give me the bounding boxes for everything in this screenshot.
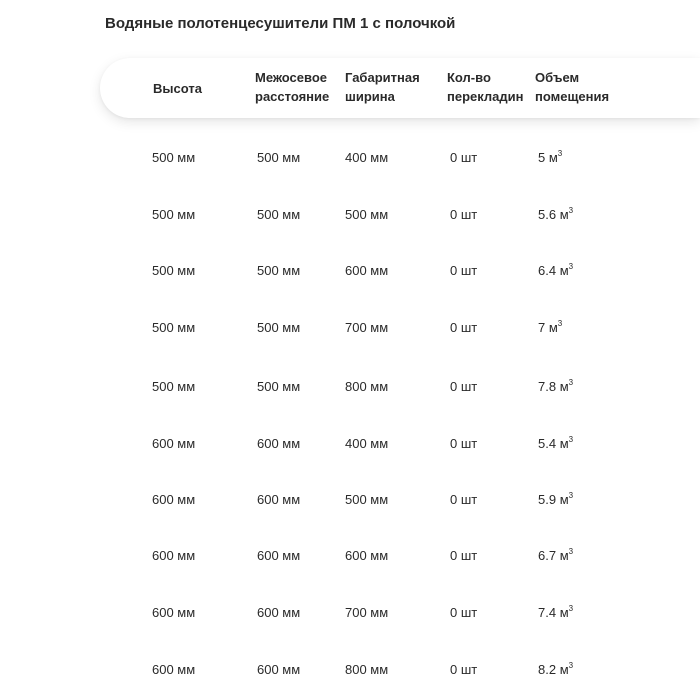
- column-header-line: Кол-во: [447, 70, 491, 85]
- cell-volume: [538, 262, 573, 280]
- cell-bars: 0 шт: [450, 605, 478, 620]
- table-row: [0, 149, 700, 169]
- cell-width: 400 мм: [345, 436, 389, 451]
- volume-exponent: 3: [557, 149, 563, 158]
- table-row: [0, 262, 700, 282]
- table-title: Водяные полотенцесушители ПМ 1 с полочкой: [105, 15, 456, 32]
- cell-width: 400 мм: [345, 150, 389, 165]
- cell-width: 500 мм: [345, 492, 389, 507]
- volume-exponent: 3: [568, 604, 574, 613]
- volume-exponent: 3: [568, 378, 574, 387]
- volume-exponent: 3: [568, 491, 574, 500]
- volume-unit: м: [559, 207, 569, 222]
- cell-volume: [538, 661, 573, 679]
- cell-spacing: 500 мм: [257, 150, 301, 165]
- table-row: [0, 491, 700, 511]
- column-header-line: Межосевое: [255, 70, 328, 85]
- column-header-line: перекладин: [447, 89, 524, 104]
- volume-value: 7.4: [538, 605, 557, 620]
- cell-height: 500 мм: [152, 379, 196, 394]
- column-header-line: ширина: [345, 89, 395, 104]
- volume-unit: м: [559, 605, 569, 620]
- cell-spacing: 500 мм: [257, 207, 301, 222]
- column-header-line: Габаритная: [345, 70, 420, 85]
- cell-height: 600 мм: [152, 548, 196, 563]
- volume-exponent: 3: [557, 319, 563, 328]
- column-header-line: помещения: [535, 89, 610, 104]
- column-header-height: [153, 79, 202, 98]
- volume-unit: м: [559, 263, 569, 278]
- cell-height: 600 мм: [152, 436, 196, 451]
- volume-unit: м: [559, 662, 569, 677]
- cell-spacing: 500 мм: [257, 320, 301, 335]
- column-header-width: [345, 68, 420, 106]
- cell-width: 800 мм: [345, 379, 389, 394]
- cell-width: 800 мм: [345, 662, 389, 677]
- cell-height: 600 мм: [152, 662, 196, 677]
- volume-unit: м: [548, 150, 558, 165]
- cell-bars: 0 шт: [450, 436, 478, 451]
- column-header-spacing: [255, 68, 329, 106]
- volume-exponent: 3: [568, 661, 574, 670]
- volume-value: 5.6: [538, 207, 557, 222]
- volume-exponent: 3: [568, 435, 574, 444]
- cell-volume: [538, 604, 573, 622]
- cell-bars: 0 шт: [450, 662, 478, 677]
- table-row: [0, 604, 700, 624]
- cell-height: 500 мм: [152, 150, 196, 165]
- volume-exponent: 3: [568, 262, 574, 271]
- volume-value: 6.7: [538, 548, 557, 563]
- cell-spacing: 600 мм: [257, 662, 301, 677]
- volume-value: 7: [538, 320, 546, 335]
- cell-height: 600 мм: [152, 605, 196, 620]
- cell-width: 700 мм: [345, 320, 389, 335]
- column-header-line: Объем: [535, 70, 580, 85]
- cell-bars: 0 шт: [450, 320, 478, 335]
- cell-volume: [538, 149, 562, 167]
- volume-exponent: 3: [568, 547, 574, 556]
- cell-height: 500 мм: [152, 207, 196, 222]
- table-row: [0, 319, 700, 339]
- cell-bars: 0 шт: [450, 207, 478, 222]
- volume-value: 8.2: [538, 662, 557, 677]
- cell-spacing: 600 мм: [257, 605, 301, 620]
- volume-value: 7.8: [538, 379, 557, 394]
- table-row: [0, 547, 700, 567]
- volume-unit: м: [559, 379, 569, 394]
- cell-volume: [538, 206, 573, 224]
- cell-spacing: 600 мм: [257, 492, 301, 507]
- column-header-line: расстояние: [255, 89, 330, 104]
- volume-value: 5.4: [538, 436, 557, 451]
- table-row: [0, 435, 700, 455]
- cell-spacing: 500 мм: [257, 379, 301, 394]
- cell-volume: [538, 547, 573, 565]
- cell-width: 700 мм: [345, 605, 389, 620]
- cell-bars: 0 шт: [450, 150, 478, 165]
- cell-volume: [538, 491, 573, 509]
- cell-volume: [538, 319, 562, 337]
- cell-spacing: 600 мм: [257, 548, 301, 563]
- table-row: [0, 378, 700, 398]
- table-row: [0, 661, 700, 681]
- cell-bars: 0 шт: [450, 548, 478, 563]
- volume-value: 5: [538, 150, 546, 165]
- volume-value: 5.9: [538, 492, 557, 507]
- cell-volume: [538, 378, 573, 396]
- cell-bars: 0 шт: [450, 492, 478, 507]
- cell-width: 500 мм: [345, 207, 389, 222]
- cell-bars: 0 шт: [450, 379, 478, 394]
- cell-width: 600 мм: [345, 263, 389, 278]
- column-header-line: Высота: [153, 81, 202, 96]
- cell-height: 600 мм: [152, 492, 196, 507]
- volume-exponent: 3: [568, 206, 574, 215]
- cell-bars: 0 шт: [450, 263, 478, 278]
- volume-value: 6.4: [538, 263, 557, 278]
- volume-unit: м: [559, 492, 569, 507]
- volume-unit: м: [559, 436, 569, 451]
- column-header-volume: [535, 68, 609, 106]
- cell-height: 500 мм: [152, 320, 196, 335]
- cell-height: 500 мм: [152, 263, 196, 278]
- volume-unit: м: [559, 548, 569, 563]
- volume-unit: м: [548, 320, 558, 335]
- cell-spacing: 600 мм: [257, 436, 301, 451]
- cell-spacing: 500 мм: [257, 263, 301, 278]
- cell-width: 600 мм: [345, 548, 389, 563]
- column-header-bars: [447, 68, 524, 106]
- table-row: [0, 206, 700, 226]
- cell-volume: [538, 435, 573, 453]
